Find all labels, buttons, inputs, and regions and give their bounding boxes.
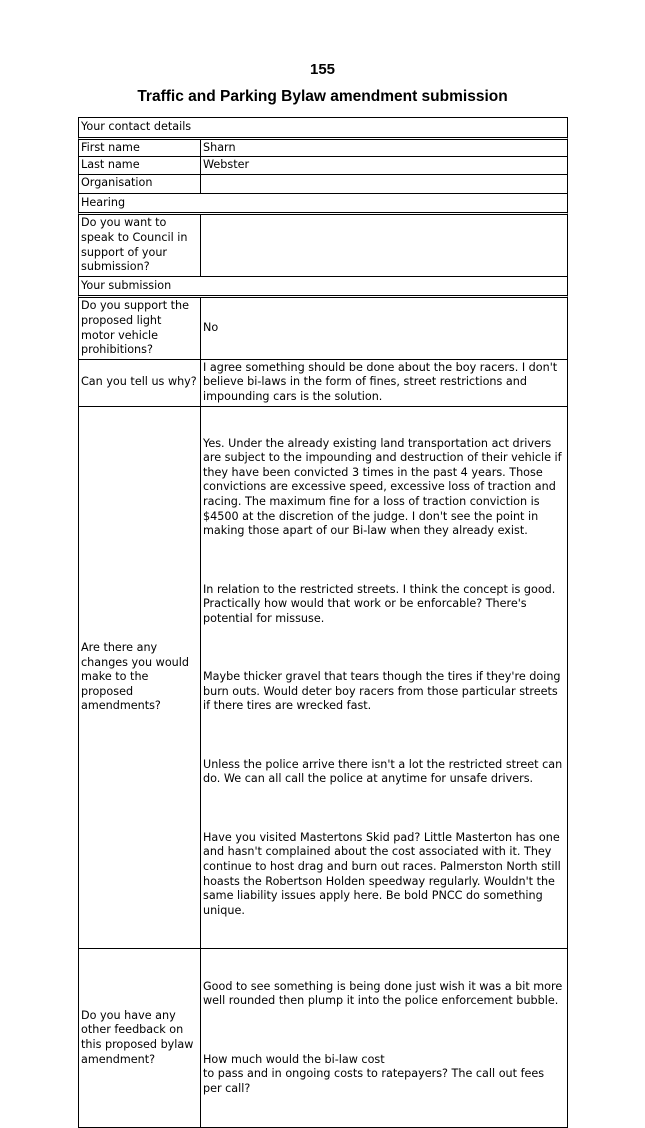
section-header-submission xyxy=(78,276,568,299)
section-title-hearing: Hearing xyxy=(81,195,126,209)
field-row-first-name xyxy=(78,140,568,157)
submission-form xyxy=(78,117,568,1128)
field-row-speak xyxy=(78,215,568,275)
changes-paragraph: Maybe thicker gravel that tears though the tires if they're doing burn outs. Would deter boy racers from those particular streets if there tires are wrecked fast. xyxy=(203,670,565,713)
feedback-label: Do you have any other feedback on this proposed bylaw amendment? xyxy=(79,949,201,1126)
section-header-contact xyxy=(78,117,568,140)
why-label: Can you tell us why? xyxy=(79,360,201,406)
feedback-paragraph: How much would the bi-law cost to pass and in ongoing costs to ratepayers? The call out fees per call? xyxy=(203,1052,545,1095)
first-name-label: First name xyxy=(79,140,201,157)
field-row-last-name xyxy=(78,156,568,174)
changes-paragraph: Have you visited Mastertons Skid pad? Little Masterton has one and hasn't complained about the cost associated with it. They continue to host drag and burn out races. Palmerston North still hoasts the Robertson Holden speedway regularly. Wouldn't the same liability issues apply here. Be bold PNCC do something unique. xyxy=(203,830,565,917)
changes-paragraph: Yes. Under the already existing land transportation act drivers are subject to the impounding and destruction of their vehicle if they have been convicted 3 times in the past 4 years. Those convictions are excessive speed, excessive loss of traction and racing. The maximum fine for a loss of traction conviction is $4500 at the discretion of the judge. I don't see the point in making those apart of our Bi-law when they already exist. xyxy=(203,436,566,538)
support-value: No xyxy=(203,321,219,335)
support-label: Do you support the proposed light motor vehicle prohibitions? xyxy=(79,298,201,358)
field-row-why xyxy=(78,359,568,406)
organisation-value xyxy=(201,175,567,193)
document-title: Traffic and Parking Bylaw amendment submission xyxy=(137,88,508,105)
changes-paragraph: Unless the police arrive there isn't a lot the restricted street can do. We can all call the police at anytime for unsafe drivers. xyxy=(203,757,566,786)
last-name-label: Last name xyxy=(79,157,201,174)
section-title-contact: Your contact details xyxy=(81,120,192,133)
feedback-paragraph: Good to see something is being done just wish it was a bit more well rounded then plump it into the police enforcement bubble. xyxy=(203,979,566,1008)
speak-value xyxy=(201,215,567,275)
field-row-changes xyxy=(78,406,568,949)
last-name-value: Webster xyxy=(203,158,250,172)
field-row-support xyxy=(78,298,568,358)
organisation-label: Organisation xyxy=(79,175,201,193)
field-row-feedback xyxy=(78,948,568,1127)
field-row-organisation xyxy=(78,174,568,193)
section-header-hearing xyxy=(78,193,568,216)
changes-paragraph: In relation to the restricted streets. I think the concept is good. Practically how would that work or be enforcable? There's potential for missuse. xyxy=(203,582,559,625)
section-title-submission: Your submission xyxy=(81,278,172,292)
page-number: 155 xyxy=(309,61,336,78)
changes-label: Are there any changes you would make to the proposed amendments? xyxy=(79,407,201,949)
changes-value xyxy=(201,407,567,949)
why-value: I agree something should be done about the boy racers. I don't believe bi-laws in the form of fines, street restrictions and impounding cars is the solution. xyxy=(203,360,561,403)
speak-label: Do you want to speak to Council in support of your submission? xyxy=(79,215,201,275)
feedback-value xyxy=(201,949,567,1126)
first-name-value: Sharn xyxy=(203,140,236,154)
